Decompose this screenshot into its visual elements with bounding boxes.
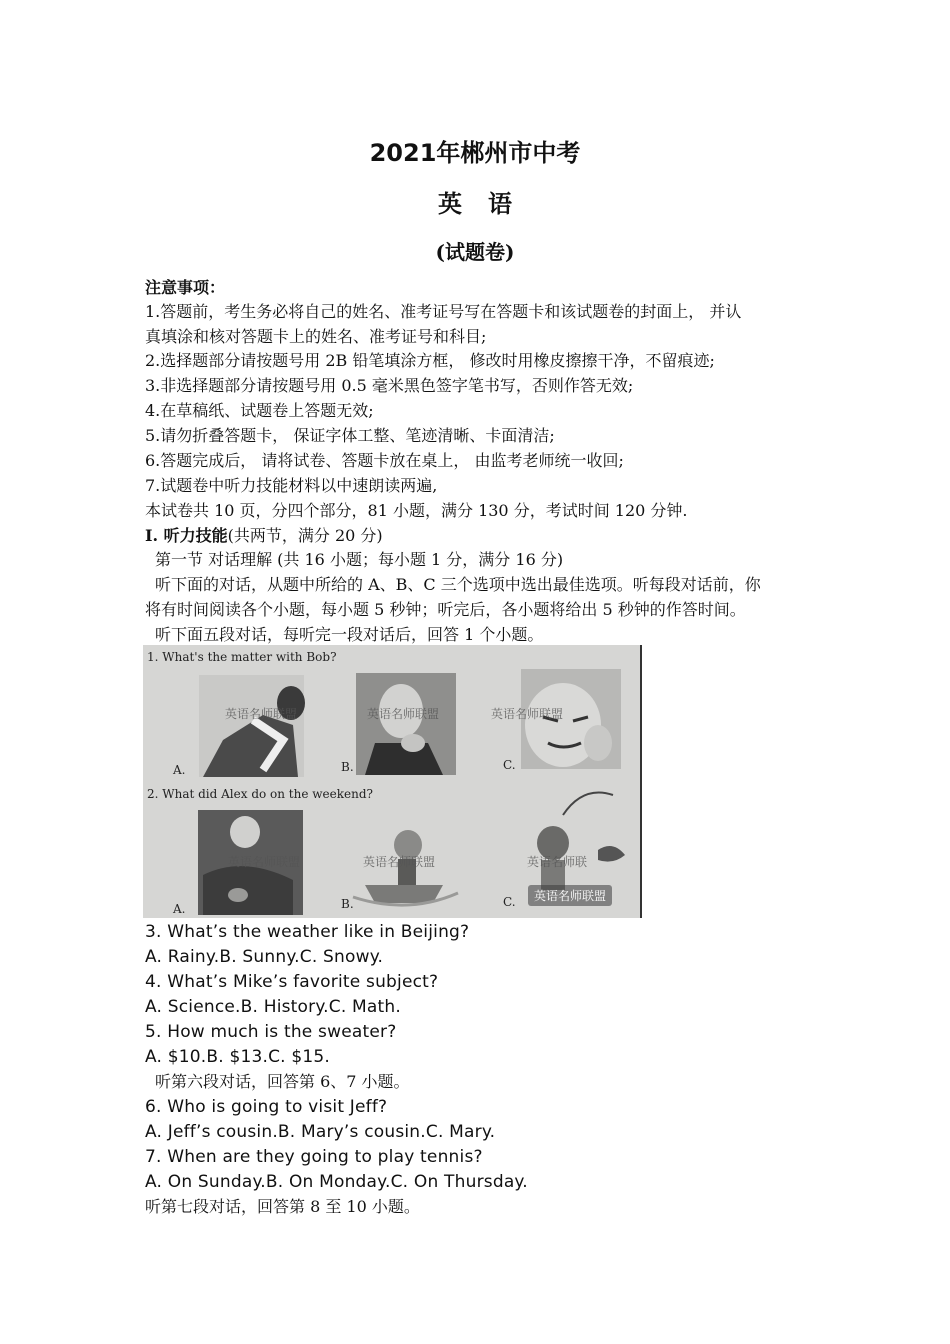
question-6-options: A. Jeff’s cousin.B. Mary’s cousin.C. Mary. [145,1122,496,1142]
question-5: 5. How much is the sweater? [145,1022,397,1042]
instruction-line: 将有时间阅读各个小题，每小题 5 秒钟；听完后，各小题将给出 5 秒钟的作答时间。 [145,600,746,619]
figure-question-1: 1. What's the matter with Bob? [147,650,337,664]
instruction-line: 听下面五段对话，每听完一段对话后，回答 1 个小题。 [155,625,544,644]
part-heading: 第一节 对话理解 (共 16 小题；每小题 1 分，满分 16 分) [155,550,564,569]
watermark: 英语名师联盟 [491,707,564,721]
notice-line: 3.非选择题部分请按题号用 0.5 毫米黑色签字笔书写，否则作答无效; [145,376,634,395]
question-3-options: A. Rainy.B. Sunny.C. Snowy. [145,947,384,967]
question-6: 6. Who is going to visit Jeff? [145,1097,388,1117]
notice-line: 1.答题前，考生务必将自己的姓名、准考证号写在答题卡和该试题卷的封面上， 并认 [145,302,742,321]
figure-option-a: A. [173,763,186,777]
notice-line: 真填涂和核对答题卡上的姓名、准考证号和科目; [145,327,487,346]
exam-title: 2021年郴州市中考 [369,139,581,167]
dialog-6-instruction: 听第六段对话，回答第 6、7 小题。 [155,1072,410,1091]
watermark: 英语名师联盟 [225,707,298,721]
exam-summary: 本试卷共 10 页，分四个部分，81 小题，满分 130 分，考试时间 120 分钟. [145,501,688,520]
question-5-options: A. $10.B. $13.C. $15. [145,1047,331,1067]
picture-1a [199,675,305,777]
notice-line: 5.请勿折叠答题卡， 保证字体工整、笔迹清晰、卡面清洁; [145,426,555,445]
listening-picture-figure [143,645,642,918]
question-4-options: A. Science.B. History.C. Math. [145,997,401,1017]
picture-1b [356,673,456,775]
notice-line: 7.试题卷中听力技能材料以中速朗读两遍, [145,476,438,495]
figure-option-a: A. [173,902,186,916]
figure-option-b: B. [341,897,354,911]
exam-subject: 英语 [438,189,538,218]
watermark: 英语名师联盟 [367,707,440,721]
wechat-badge: 英语名师联盟 [528,885,612,906]
dialog-7-instruction: 听第七段对话，回答第 8 至 10 小题。 [145,1197,420,1216]
question-7-options: A. On Sunday.B. On Monday.C. On Thursday. [145,1172,528,1192]
notice-heading: 注意事项： [145,278,226,297]
notice-line: 6.答题完成后， 请将试卷、答题卡放在桌上， 由监考老师统一收回; [145,451,624,470]
section-heading-bold: I. 听力技能 [145,526,228,545]
paper-type: (试题卷) [435,240,515,264]
figure-option-b: B. [341,760,354,774]
question-4: 4. What’s Mike’s favorite subject? [145,972,439,992]
question-3: 3. What’s the weather like in Beijing? [145,922,470,942]
figure-drawings [143,645,640,918]
figure-option-c: C. [503,758,516,772]
section-heading-rest: (共两节，满分 20 分) [227,526,383,545]
notice-line: 4.在草稿纸、试题卷上答题无效; [145,401,374,420]
watermark: 英语名师联 [527,855,588,869]
instruction-line: 听下面的对话，从题中所给的 A、B、C 三个选项中选出最佳选项。听每段对话前，你 [155,575,761,594]
figure-option-c: C. [503,895,516,909]
question-7: 7. When are they going to play tennis? [145,1147,483,1167]
notice-line: 2.选择题部分请按题号用 2B 铅笔填涂方框， 修改时用橡皮擦擦干净，不留痕迹; [145,351,715,370]
figure-question-2: 2. What did Alex do on the weekend? [147,787,373,801]
section-heading [145,525,815,547]
watermark: 英语名师联盟 [228,855,301,869]
watermark: 英语名师联盟 [363,855,436,869]
